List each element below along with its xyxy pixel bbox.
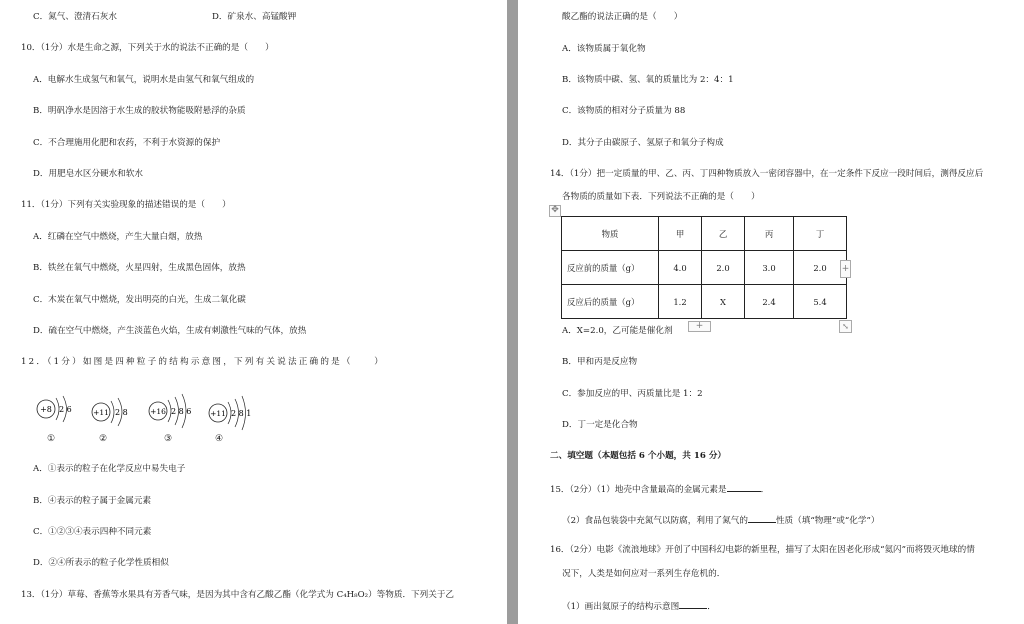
q13-stem-part1: 13．（1分）草莓、香蕉等水果具有芳香气味，是因为其中含有乙酸乙酯（化学式为 C₄H₈O₂）等物质．下列关于乙 <box>21 590 455 600</box>
q12-option-c: C．①②③④表示四种不同元素 <box>33 527 152 537</box>
q14-option-a: A．X=2.0，乙可能是催化剂 <box>562 326 673 336</box>
q11-stem: 11．（1分）下列有关实验现象的描述错误的是（ ） <box>21 200 231 210</box>
table-cell: 1.2 <box>659 285 702 319</box>
q16-part1-text: （1）画出氦原子的结构示意图 <box>562 602 680 612</box>
q10-option-c: C．不合理施用化肥和农药，不利于水资源的保护 <box>33 138 221 148</box>
q13-option-b: B．该物质中碳、氢、氧的质量比为 2：4：1 <box>562 75 734 85</box>
table-header-cell: 丁 <box>794 217 847 251</box>
table-header-row <box>562 217 847 251</box>
q14-option-b: B．甲和丙是反应物 <box>562 357 638 367</box>
q9-option-d: D．矿泉水、高锰酸钾 <box>212 12 297 22</box>
document-page-left <box>0 0 507 624</box>
table-resize-handle[interactable]: ⤡ <box>839 320 852 333</box>
q10-option-d: D．用肥皂水区分硬水和软水 <box>33 169 144 179</box>
table-cell: 反应前的质量（g） <box>562 251 659 285</box>
q15-part1-text: 15．（2分）（1）地壳中含量最高的金属元素是 <box>550 485 727 495</box>
table-cell: 2.4 <box>745 285 794 319</box>
q15-answer-blank-1[interactable] <box>727 483 761 492</box>
table-add-row-handle[interactable]: + <box>688 321 711 332</box>
table-cell: 3.0 <box>745 251 794 285</box>
q16-stem-line1: 16．（2分）电影《流浪地球》开创了中国科幻电影的新里程，描写了太阳在因老化形成“氦闪”而将毁灭地球的情 <box>550 545 975 555</box>
atom-2-label: ② <box>99 434 108 444</box>
atom-diagram-1 <box>34 392 94 444</box>
q16-part1-end: ． <box>707 602 716 612</box>
table-header-cell: 物质 <box>562 217 659 251</box>
table-move-handle[interactable]: ✥ <box>549 205 561 217</box>
document-page-right <box>518 0 1024 624</box>
table-cell: 5.4 <box>794 285 847 319</box>
q11-option-c: C．木炭在氧气中燃烧，发出明亮的白光，生成二氧化碳 <box>33 295 246 305</box>
atom-4-label: ④ <box>215 434 224 444</box>
q16-answer-blank-1[interactable] <box>679 600 707 609</box>
table-cell: 2.0 <box>702 251 745 285</box>
atom-2-nucleus: +11 <box>93 408 109 417</box>
q11-option-d: D．硫在空气中燃烧，产生淡蓝色火焰，生成有刺激性气味的气体，放热 <box>33 326 307 336</box>
q12-stem: 12．（1分）如图是四种粒子的结构示意图，下列有关说法正确的是（ ） <box>21 357 386 367</box>
q12-option-a: A．①表示的粒子在化学反应中易失电子 <box>33 464 186 474</box>
table-cell: 2.0 <box>794 251 847 285</box>
section-2-heading: 二、填空题（本题包括 6 个小题，共 16 分） <box>550 451 727 461</box>
atom-4-nucleus: +11 <box>210 409 226 418</box>
atom-1-nucleus: +8 <box>40 405 52 414</box>
q14-option-c: C．参加反应的甲、丙质量比是 1：2 <box>562 389 703 399</box>
atom-diagram-2-graphic <box>90 392 150 436</box>
table-cell: 4.0 <box>659 251 702 285</box>
atom-diagram-3 <box>147 392 207 444</box>
q15-part1-end: ． <box>760 485 770 495</box>
q15-part1 <box>550 483 769 496</box>
table-add-column-handle[interactable]: + <box>840 260 851 278</box>
atom-3-label: ③ <box>164 434 173 444</box>
q15-answer-blank-2[interactable] <box>748 514 776 523</box>
q9-option-c: C．氮气、澄清石灰水 <box>33 12 117 22</box>
page-gutter <box>507 0 518 624</box>
atom-2-shells: 2 8 <box>115 408 128 417</box>
table-row <box>562 251 847 285</box>
q13-option-a: A．该物质属于氧化物 <box>562 44 646 54</box>
q14-option-d: D．丁一定是化合物 <box>562 420 638 430</box>
atom-diagram-1-graphic <box>34 392 94 436</box>
table-cell: 反应后的质量（g） <box>562 285 659 319</box>
q11-option-a: A．红磷在空气中燃烧，产生大量白烟，放热 <box>33 232 203 242</box>
q10-option-a: A．电解水生成氢气和氧气，说明水是由氢气和氧气组成的 <box>33 75 255 85</box>
atom-4-shells: 2 8 1 <box>231 409 252 418</box>
atom-1-label: ① <box>47 434 56 444</box>
q15-part2-end: 性质（填“物理”或“化学”） <box>775 516 880 526</box>
table-header-cell: 丙 <box>745 217 794 251</box>
q14-stem-line1: 14．（1分）把一定质量的甲、乙、丙、丁四种物质放入一密闭容器中，在一定条件下反应一段时间后，测得反应后 <box>550 169 984 179</box>
q10-option-b: B．明矾净水是因溶于水生成的胶状物能吸附悬浮的杂质 <box>33 106 246 116</box>
atom-3-nucleus: +16 <box>150 407 166 416</box>
atom-1-shells: 2 6 <box>59 405 72 414</box>
q13-option-d: D．其分子由碳原子、氢原子和氧分子构成 <box>562 138 724 148</box>
q13-option-c: C．该物质的相对分子质量为 88 <box>562 106 686 116</box>
q14-stem-line2: 各物质的质量如下表．下列说法不正确的是（ ） <box>562 192 760 202</box>
q11-option-b: B．铁丝在氧气中燃烧，火星四射，生成黑色固体，放热 <box>33 263 246 273</box>
q15-part2-text: （2）食品包装袋中充氮气以防腐，利用了氮气的 <box>562 516 748 526</box>
q16-stem-line2: 况下，人类是如何应对一系列生存危机的． <box>562 569 726 579</box>
q12-option-b: B．④表示的粒子属于金属元素 <box>33 496 152 506</box>
q16-part1 <box>562 600 716 613</box>
table-header-cell: 乙 <box>702 217 745 251</box>
atom-diagram-4-graphic <box>207 392 267 436</box>
table-row <box>562 285 847 319</box>
table-header-cell: 甲 <box>659 217 702 251</box>
table-cell: X <box>702 285 745 319</box>
q10-stem: 10．（1分）水是生命之源，下列关于水的说法不正确的是（ ） <box>21 43 274 53</box>
q12-option-d: D．②④所表示的粒子化学性质相似 <box>33 558 169 568</box>
atom-diagram-3-graphic <box>147 392 207 436</box>
atom-3-shells: 2 8 6 <box>171 407 192 416</box>
q13-stem-part2: 酸乙酯的说法正确的是（ ） <box>562 12 683 22</box>
q15-part2 <box>562 514 879 527</box>
mass-data-table <box>561 216 847 319</box>
